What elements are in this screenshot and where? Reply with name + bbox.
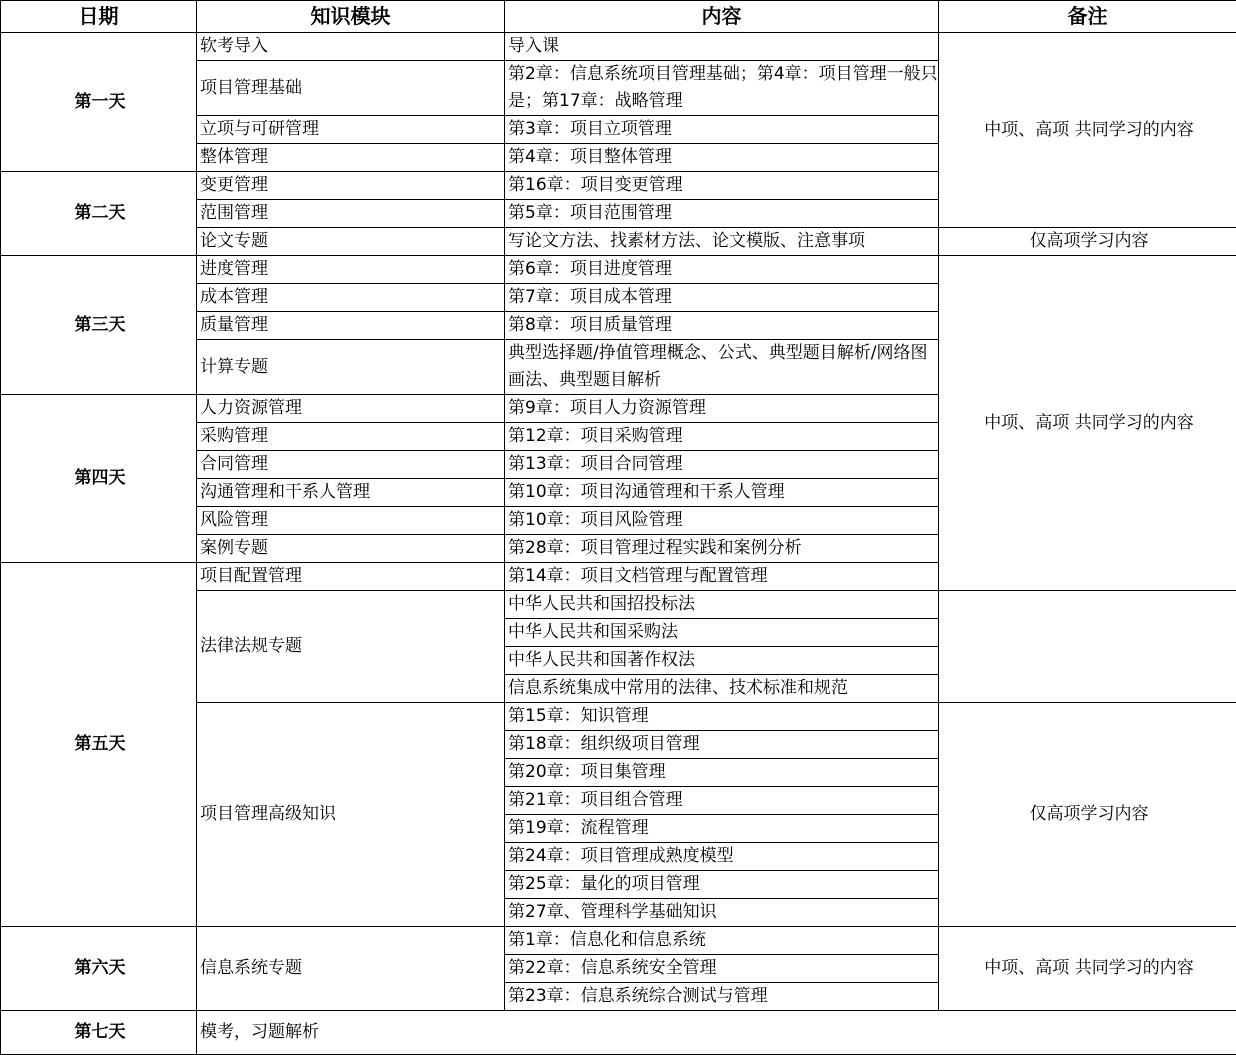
table-row bbox=[1, 1011, 1236, 1055]
module-cell: 计算专题 bbox=[197, 340, 505, 395]
content-cell: 第27章、管理科学基础知识 bbox=[505, 899, 939, 927]
day-label: 第五天 bbox=[1, 563, 197, 927]
module-cell: 人力资源管理 bbox=[197, 395, 505, 423]
module-cell: 软考导入 bbox=[197, 33, 505, 61]
content-cell: 导入课 bbox=[505, 33, 939, 61]
content-cell: 第10章：项目风险管理 bbox=[505, 507, 939, 535]
content-cell: 第6章：项目进度管理 bbox=[505, 256, 939, 284]
module-cell: 成本管理 bbox=[197, 284, 505, 312]
header-module: 知识模块 bbox=[197, 1, 505, 33]
content-cell: 第4章：项目整体管理 bbox=[505, 144, 939, 172]
table-row bbox=[1, 927, 1236, 955]
content-cell: 第1章：信息化和信息系统 bbox=[505, 927, 939, 955]
module-cell: 法律法规专题 bbox=[197, 591, 505, 703]
module-cell: 案例专题 bbox=[197, 535, 505, 563]
table-row bbox=[1, 256, 1236, 284]
content-cell: 第24章：项目管理成熟度模型 bbox=[505, 843, 939, 871]
content-cell: 第10章：项目沟通管理和干系人管理 bbox=[505, 479, 939, 507]
module-cell: 风险管理 bbox=[197, 507, 505, 535]
day-label: 第四天 bbox=[1, 395, 197, 563]
content-cell: 第18章：组织级项目管理 bbox=[505, 731, 939, 759]
content-cell: 第20章：项目集管理 bbox=[505, 759, 939, 787]
content-cell: 第23章：信息系统综合测试与管理 bbox=[505, 983, 939, 1011]
content-cell: 中华人民共和国著作权法 bbox=[505, 647, 939, 675]
note-cell: 中项、高项 共同学习的内容 bbox=[939, 927, 1236, 1011]
header-content: 内容 bbox=[505, 1, 939, 33]
module-cell: 立项与可研管理 bbox=[197, 116, 505, 144]
module-cell: 采购管理 bbox=[197, 423, 505, 451]
module-cell: 变更管理 bbox=[197, 172, 505, 200]
content-cell: 写论文方法、找素材方法、论文模版、注意事项 bbox=[505, 228, 939, 256]
table-row bbox=[1, 33, 1236, 61]
header-note: 备注 bbox=[939, 1, 1236, 33]
module-cell: 范围管理 bbox=[197, 200, 505, 228]
note-cell: 中项、高项 共同学习的内容 bbox=[939, 256, 1236, 591]
module-cell: 项目配置管理 bbox=[197, 563, 505, 591]
note-cell: 仅高项学习内容 bbox=[939, 228, 1236, 256]
content-cell: 第2章：信息系统项目管理基础；第4章：项目管理一般只是；第17章：战略管理 bbox=[505, 61, 939, 116]
content-cell: 信息系统集成中常用的法律、技术标准和规范 bbox=[505, 675, 939, 703]
content-cell: 第22章：信息系统安全管理 bbox=[505, 955, 939, 983]
note-cell: 中项、高项 共同学习的内容 bbox=[939, 33, 1236, 228]
content-cell: 第19章：流程管理 bbox=[505, 815, 939, 843]
note-cell: 仅高项学习内容 bbox=[939, 703, 1236, 927]
content-cell: 第3章：项目立项管理 bbox=[505, 116, 939, 144]
day-label: 第七天 bbox=[1, 1011, 197, 1055]
module-cell: 沟通管理和干系人管理 bbox=[197, 479, 505, 507]
module-cell: 模考，习题解析 bbox=[197, 1011, 1236, 1055]
module-cell: 项目管理基础 bbox=[197, 61, 505, 116]
content-cell: 第14章：项目文档管理与配置管理 bbox=[505, 563, 939, 591]
content-cell: 第15章：知识管理 bbox=[505, 703, 939, 731]
module-cell: 整体管理 bbox=[197, 144, 505, 172]
content-cell: 第5章：项目范围管理 bbox=[505, 200, 939, 228]
content-cell: 中华人民共和国采购法 bbox=[505, 619, 939, 647]
day-label: 第一天 bbox=[1, 33, 197, 172]
header-row bbox=[1, 1, 1236, 33]
module-cell: 进度管理 bbox=[197, 256, 505, 284]
day-label: 第三天 bbox=[1, 256, 197, 395]
content-cell: 第16章：项目变更管理 bbox=[505, 172, 939, 200]
content-cell: 第9章：项目人力资源管理 bbox=[505, 395, 939, 423]
module-cell: 信息系统专题 bbox=[197, 927, 505, 1011]
module-cell: 质量管理 bbox=[197, 312, 505, 340]
content-cell: 第8章：项目质量管理 bbox=[505, 312, 939, 340]
day-label: 第二天 bbox=[1, 172, 197, 256]
content-cell: 第28章：项目管理过程实践和案例分析 bbox=[505, 535, 939, 563]
content-cell: 第12章：项目采购管理 bbox=[505, 423, 939, 451]
content-cell: 中华人民共和国招投标法 bbox=[505, 591, 939, 619]
header-date: 日期 bbox=[1, 1, 197, 33]
content-cell: 第7章：项目成本管理 bbox=[505, 284, 939, 312]
module-cell: 合同管理 bbox=[197, 451, 505, 479]
content-cell: 典型选择题/挣值管理概念、公式、典型题目解析/网络图画法、典型题目解析 bbox=[505, 340, 939, 395]
day-label: 第六天 bbox=[1, 927, 197, 1011]
module-cell: 论文专题 bbox=[197, 228, 505, 256]
content-cell: 第13章：项目合同管理 bbox=[505, 451, 939, 479]
content-cell: 第21章：项目组合管理 bbox=[505, 787, 939, 815]
content-cell: 第25章：量化的项目管理 bbox=[505, 871, 939, 899]
module-cell: 项目管理高级知识 bbox=[197, 703, 505, 927]
